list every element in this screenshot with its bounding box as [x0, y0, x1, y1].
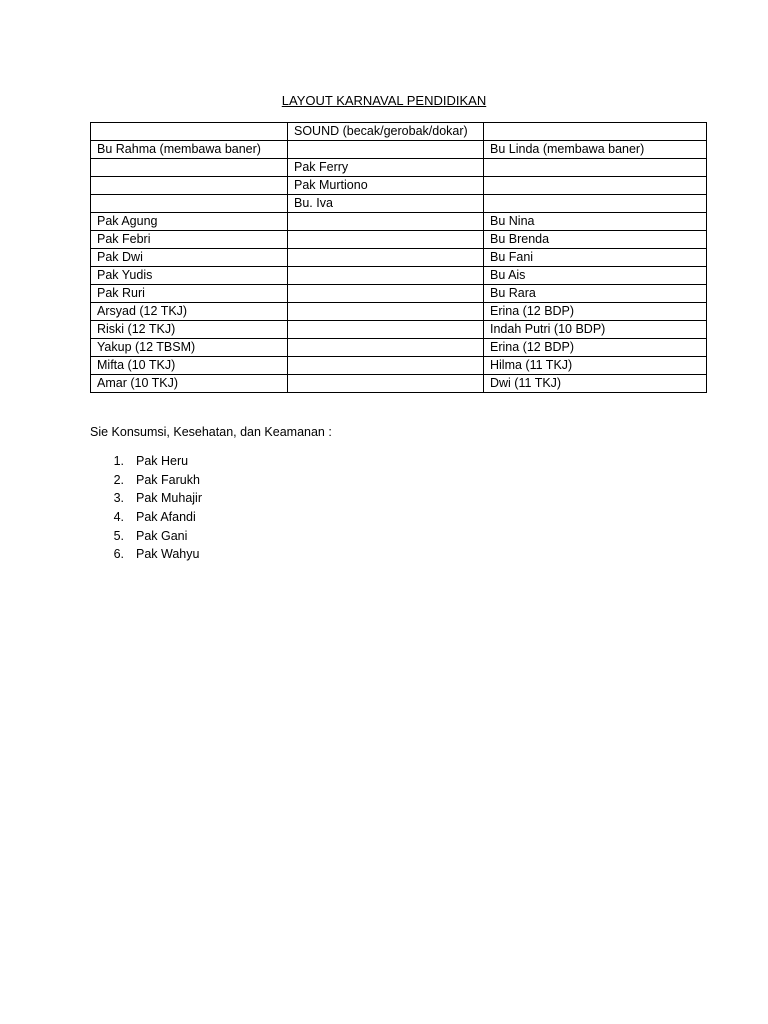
table-row	[91, 141, 707, 159]
table-cell: Bu. Iva	[288, 195, 484, 213]
table-row	[91, 357, 707, 375]
list-item	[90, 489, 202, 508]
section-title: Sie Konsumsi, Kesehatan, dan Keamanan :	[90, 425, 332, 439]
table-cell: Pak Ferry	[288, 159, 484, 177]
table-cell	[288, 303, 484, 321]
table-cell: Bu Rara	[484, 285, 707, 303]
table-cell	[288, 375, 484, 393]
table-cell: Riski (12 TKJ)	[91, 321, 288, 339]
table-row	[91, 159, 707, 177]
list-item-number: 1.	[113, 454, 124, 468]
table-cell	[288, 249, 484, 267]
table-cell	[288, 267, 484, 285]
table-cell	[91, 123, 288, 141]
table-cell	[484, 177, 707, 195]
table-cell	[288, 141, 484, 159]
table-cell: Bu Nina	[484, 213, 707, 231]
table-row	[91, 231, 707, 249]
table-cell	[484, 159, 707, 177]
table-row	[91, 177, 707, 195]
list-item-number: 3.	[113, 491, 124, 506]
table-cell: Hilma (11 TKJ)	[484, 357, 707, 375]
table-cell: Pak Febri	[91, 231, 288, 249]
table-row	[91, 321, 707, 339]
table-cell: Bu Ais	[484, 267, 707, 285]
list-item-number: 2.	[113, 472, 124, 487]
table-cell: Pak Agung	[91, 213, 288, 231]
list-item	[90, 471, 202, 490]
carnival-layout-table	[90, 122, 707, 393]
table-row	[91, 123, 707, 141]
table-cell: Pak Yudis	[91, 267, 288, 285]
table-cell: Erina (12 BDP)	[484, 339, 707, 357]
table-row	[91, 213, 707, 231]
table-row	[91, 249, 707, 267]
table-cell	[91, 159, 288, 177]
table-row	[91, 285, 707, 303]
list-item-name: Pak Gani	[136, 528, 188, 543]
table-row	[91, 339, 707, 357]
list-item-name: Pak Heru	[136, 454, 189, 468]
table-cell: Pak Ruri	[91, 285, 288, 303]
staff-list	[90, 452, 202, 564]
table-cell	[91, 195, 288, 213]
table-cell: Bu Brenda	[484, 231, 707, 249]
list-item-name: Pak Muhajir	[136, 491, 202, 506]
table-cell: Indah Putri (10 BDP)	[484, 321, 707, 339]
table-cell: Mifta (10 TKJ)	[91, 357, 288, 375]
table-cell: SOUND (becak/gerobak/dokar)	[288, 123, 484, 141]
list-item	[90, 527, 202, 546]
table-cell	[288, 285, 484, 303]
table-cell	[91, 177, 288, 195]
table-cell: Arsyad (12 TKJ)	[91, 303, 288, 321]
list-item-name: Pak Afandi	[136, 510, 196, 525]
table-cell	[288, 231, 484, 249]
table-cell	[288, 213, 484, 231]
table-row	[91, 375, 707, 393]
table-row	[91, 303, 707, 321]
table-cell: Bu Linda (membawa baner)	[484, 141, 707, 159]
table-cell: Bu Fani	[484, 249, 707, 267]
table-cell	[288, 339, 484, 357]
table-cell: Erina (12 BDP)	[484, 303, 707, 321]
list-item	[90, 545, 202, 564]
table-row	[91, 195, 707, 213]
list-item-number: 6.	[113, 547, 124, 562]
table-cell: Pak Murtiono	[288, 177, 484, 195]
table-cell	[288, 357, 484, 375]
table-cell: Pak Dwi	[91, 249, 288, 267]
table-cell	[288, 321, 484, 339]
table-cell: Amar (10 TKJ)	[91, 375, 288, 393]
table-row	[91, 267, 707, 285]
list-item-number: 4.	[113, 510, 124, 525]
table-cell: Dwi (11 TKJ)	[484, 375, 707, 393]
table-cell	[484, 123, 707, 141]
list-item	[90, 508, 202, 527]
document-title: LAYOUT KARNAVAL PENDIDIKAN	[281, 93, 487, 108]
table-cell: Bu Rahma (membawa baner)	[91, 141, 288, 159]
list-item-number: 5.	[113, 528, 124, 543]
table-body	[91, 123, 707, 393]
list-item-name: Pak Wahyu	[136, 547, 200, 562]
list-item-name: Pak Farukh	[136, 472, 200, 487]
table-cell	[484, 195, 707, 213]
list-item	[90, 452, 202, 471]
table-cell: Yakup (12 TBSM)	[91, 339, 288, 357]
